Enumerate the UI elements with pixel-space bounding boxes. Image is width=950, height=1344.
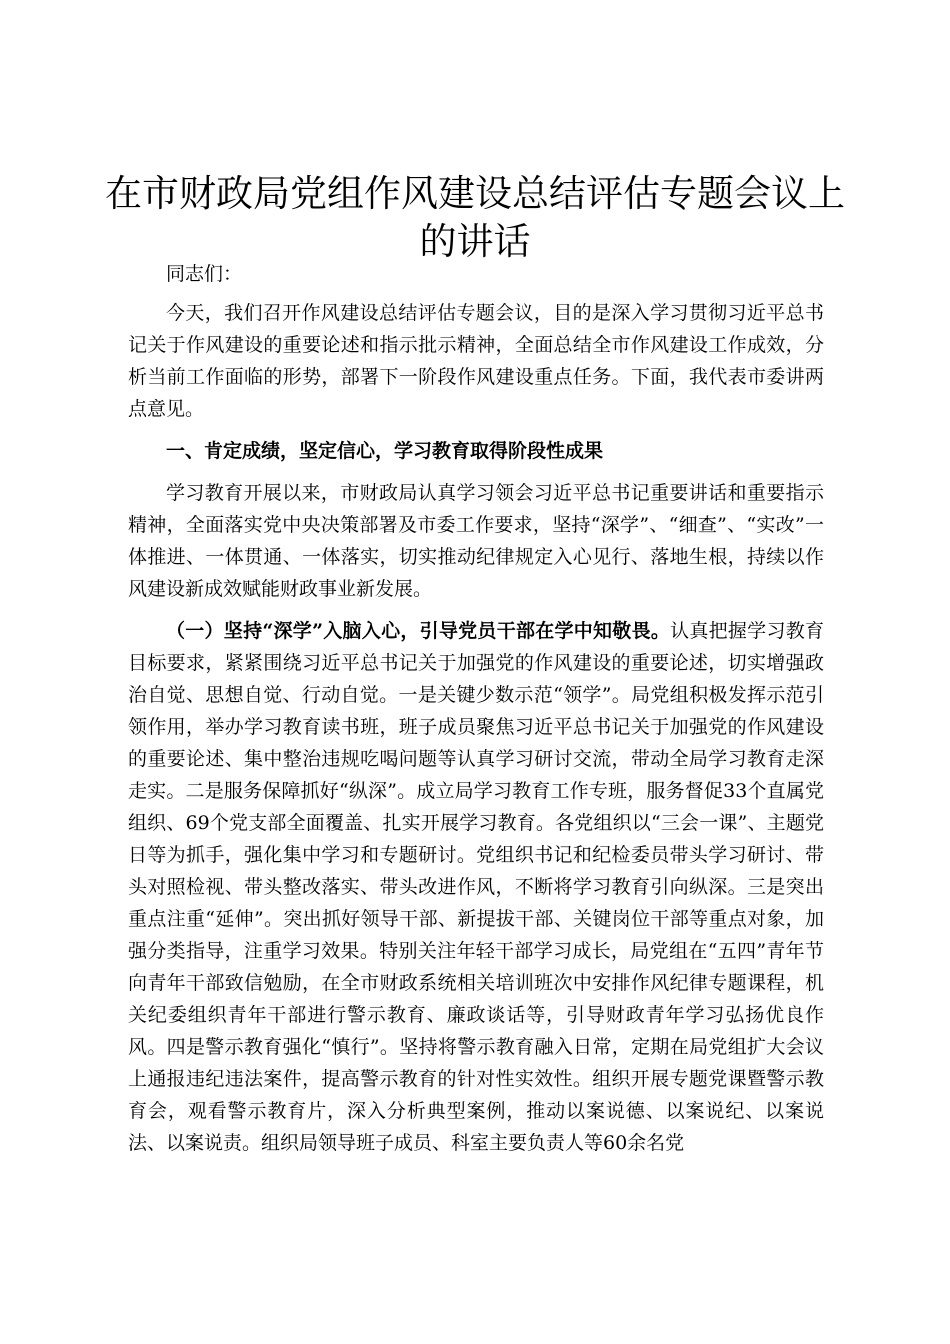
document-body <box>128 258 824 1159</box>
subsection-1-text: 认真把握学习教育目标要求，紧紧围绕习近平总书记关于加强党的作风建设的重要论述，切实增强政治自觉、思想自觉、行动自觉。一是关键少数示范“领学”。局党组积极发挥示范引领作用，举办学习教育读书班，班子成员聚焦习近平总书记关于加强党的作风建设的重要论述、集中整治违规吃喝问题等认真学习研讨交流，带动全局学习教育走深走实。二是服务保障抓好“纵深”。成立局学习教育工作专班，服务督促33个直属党组织、69个党支部全面覆盖、扎实开展学习教育。各党组织以“三会一课”、主题党日等为抓手，强化集中学习和专题研讨。党组织书记和纪检委员带头学习研讨、带头对照检视、带头整改落实、带头改进作风，不断将学习教育引向纵深。三是突出重点注重“延伸”。突出抓好领导干部、新提拔干部、关键岗位干部等重点对象，加强分类指导，注重学习效果。特别关注年轻干部学习成长，局党组在“五四”青年节向青年干部致信勉励，在全市财政系统相关培训班次中安排作风纪律专题课程，机关纪委组织青年干部进行警示教育、廉政谈话等，引导财政青年学习弘扬优良作风。四是警示教育强化“慎行”。坚持将警示教育融入日常，定期在局党组扩大会议上通报违纪违法案件，提高警示教育的针对性实效性。组织开展专题党课暨警示教育会，观看警示教育片，深入分析典型案例，推动以案说德、以案说纪、以案说法、以案说责。组织局领导班子成员、科室主要负责人等60余名党 <box>128 620 824 1154</box>
subsection-1-lead: （一）坚持“深学”入脑入心，引导党员干部在学中知敬畏。 <box>166 620 671 642</box>
document-title: 在市财政局党组作风建设总结评估专题会议上的讲话 <box>105 172 845 263</box>
opening-paragraph: 今天，我们召开作风建设总结评估专题会议，目的是深入学习贯彻习近平总书记关于作风建设的重要论述和指示批示精神，全面总结全市作风建设工作成效，分析当前工作面临的形势，部署下一阶段作风建设重点任务。下面，我代表市委讲两点意见。 <box>128 302 824 420</box>
subsection-1-paragraph <box>128 615 824 1159</box>
section-1-intro-paragraph: 学习教育开展以来，市财政局认真学习领会习近平总书记重要讲话和重要指示精神，全面落实党中央决策部署及市委工作要求，坚持“深学”、“细查”、“实改”一体推进、一体贯通、一体落实，切实推动纪律规定入心见行、落地生根，持续以作风建设新成效赋能财政事业新发展。 <box>128 482 824 600</box>
salutation: 同志们： <box>166 263 243 285</box>
section-heading-1: 一、肯定成绩，坚定信心，学习教育取得阶段性成果 <box>166 440 604 462</box>
